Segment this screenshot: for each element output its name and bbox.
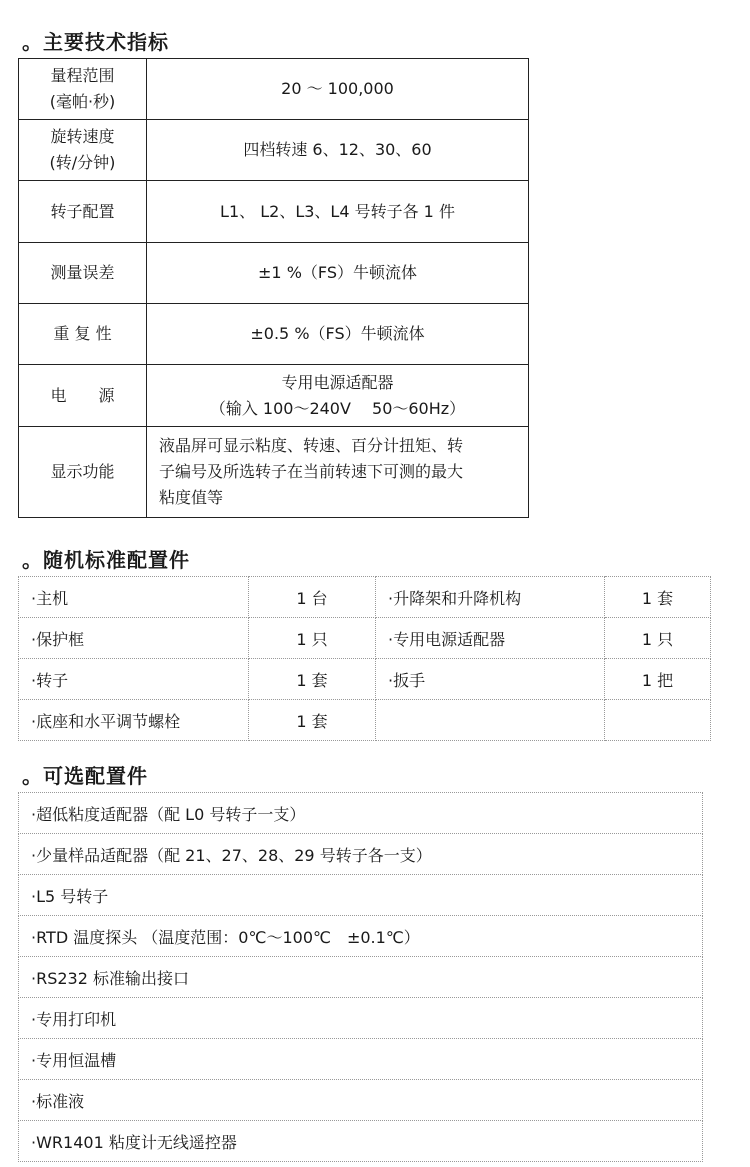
item-qty: 1 套 (605, 577, 711, 618)
item-name: ·底座和水平调节螺栓 (19, 700, 249, 741)
spec-row (19, 365, 529, 427)
item-qty: 1 台 (249, 577, 376, 618)
item-name: ·扳手 (376, 659, 605, 700)
spec-row (19, 59, 529, 120)
table-row (19, 998, 703, 1039)
table-row (19, 659, 711, 700)
specs-table (18, 58, 529, 518)
standard-items-table (18, 576, 711, 741)
table-row (19, 916, 703, 957)
spec-value: ±1 %（FS）牛顿流体 (147, 243, 529, 304)
table-row (19, 1080, 703, 1121)
table-row (19, 1121, 703, 1162)
spec-row (19, 304, 529, 365)
table-row (19, 957, 703, 998)
item-qty (605, 700, 711, 741)
item-qty: 1 套 (249, 659, 376, 700)
spec-label: 量程范围 (毫帕·秒) (19, 59, 147, 120)
spec-label: 显示功能 (19, 427, 147, 518)
spec-value: 四档转速 6、12、30、60 (147, 120, 529, 181)
table-row (19, 1039, 703, 1080)
item-name: ·转子 (19, 659, 249, 700)
optional-item: ·少量样品适配器（配 21、27、28、29 号转子各一支） (19, 834, 703, 875)
specs-section-title: 。主要技术指标 (22, 30, 169, 54)
optional-section-title: 。可选配置件 (22, 764, 148, 788)
spec-value: L1、 L2、L3、L4 号转子各 1 件 (147, 181, 529, 243)
optional-item: ·RS232 标准输出接口 (19, 957, 703, 998)
table-row (19, 700, 711, 741)
spec-value: 20 ～ 100,000 (147, 59, 529, 120)
table-row (19, 793, 703, 834)
spec-value: 专用电源适配器 （输入 100～240V 50～60Hz） (147, 365, 529, 427)
table-row (19, 577, 711, 618)
optional-item: ·L5 号转子 (19, 875, 703, 916)
item-qty: 1 套 (249, 700, 376, 741)
optional-item: ·标准液 (19, 1080, 703, 1121)
item-qty: 1 把 (605, 659, 711, 700)
optional-item: ·RTD 温度探头 （温度范围：0℃～100℃ ±0.1℃） (19, 916, 703, 957)
item-name: ·主机 (19, 577, 249, 618)
spec-row (19, 181, 529, 243)
optional-items-table (18, 792, 703, 1162)
item-qty: 1 只 (605, 618, 711, 659)
spec-label: 重 复 性 (19, 304, 147, 365)
spec-label: 电 源 (19, 365, 147, 427)
item-name: ·升降架和升降机构 (376, 577, 605, 618)
table-row (19, 875, 703, 916)
spec-label: 测量误差 (19, 243, 147, 304)
optional-item: ·专用恒温槽 (19, 1039, 703, 1080)
table-row (19, 834, 703, 875)
item-name (376, 700, 605, 741)
spec-value: ±0.5 %（FS）牛顿流体 (147, 304, 529, 365)
spec-row (19, 243, 529, 304)
spec-row (19, 120, 529, 181)
table-row (19, 618, 711, 659)
spec-label: 转子配置 (19, 181, 147, 243)
optional-item: ·超低粘度适配器（配 L0 号转子一支） (19, 793, 703, 834)
optional-item: ·专用打印机 (19, 998, 703, 1039)
spec-value: 液晶屏可显示粘度、转速、百分计扭矩、转 子编号及所选转子在当前转速下可测的最大 粘度值等 (147, 427, 529, 518)
spec-label: 旋转速度 (转/分钟) (19, 120, 147, 181)
item-qty: 1 只 (249, 618, 376, 659)
spec-row (19, 427, 529, 518)
optional-item: ·WR1401 粘度计无线遥控器 (19, 1121, 703, 1162)
item-name: ·保护框 (19, 618, 249, 659)
standard-section-title: 。随机标准配置件 (22, 548, 190, 572)
item-name: ·专用电源适配器 (376, 618, 605, 659)
